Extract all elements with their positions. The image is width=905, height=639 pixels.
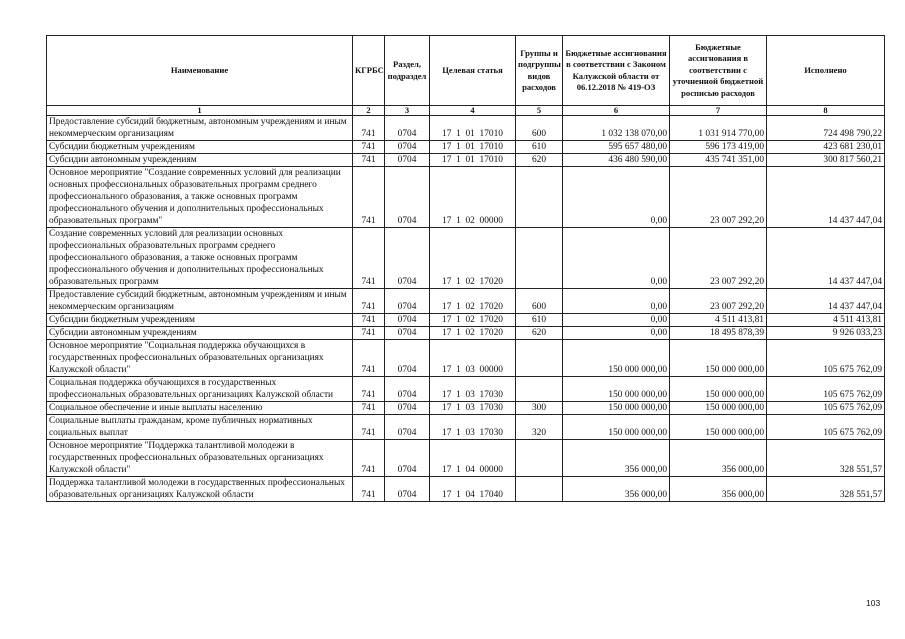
table-row [47, 228, 885, 289]
row-kgrbs-cell: 741 [353, 314, 385, 327]
row-section-cell: 0704 [385, 415, 430, 440]
row-name-cell: Субсидии автономным учреждениям [47, 154, 353, 167]
row-expense-group-cell: 300 [516, 402, 563, 415]
row-kgrbs-cell: 741 [353, 440, 385, 477]
row-kgrbs-cell: 741 [353, 402, 385, 415]
table-row [47, 289, 885, 314]
budget-table [46, 35, 885, 502]
row-section-cell: 0704 [385, 289, 430, 314]
row-kgrbs-cell: 741 [353, 477, 385, 502]
row-law-allocation-cell: 150 000 000,00 [563, 415, 670, 440]
row-section-cell: 0704 [385, 402, 430, 415]
col-number: 2 [353, 106, 385, 116]
row-executed-cell: 423 681 230,01 [767, 141, 885, 154]
row-target-article-cell: 17 1 02 17020 [430, 314, 516, 327]
row-target-article-cell: 17 1 01 17010 [430, 116, 516, 141]
row-law-allocation-cell: 436 480 590,00 [563, 154, 670, 167]
row-revised-allocation-cell: 596 173 419,00 [670, 141, 767, 154]
row-target-article-cell: 17 1 03 17030 [430, 377, 516, 402]
row-name-cell: Субсидии бюджетным учреждениям [47, 314, 353, 327]
row-law-allocation-cell: 1 032 138 070,00 [563, 116, 670, 141]
row-section-cell: 0704 [385, 154, 430, 167]
row-revised-allocation-cell: 150 000 000,00 [670, 377, 767, 402]
row-law-allocation-cell: 0,00 [563, 314, 670, 327]
row-name-cell: Социальные выплаты гражданам, кроме публичных нормативных социальных выплат [47, 415, 353, 440]
col-number: 8 [767, 106, 885, 116]
row-name-cell: Основное мероприятие "Поддержка талантливой молодежи в государственных профессиональных образовательных организациях Калужской области" [47, 440, 353, 477]
row-section-cell: 0704 [385, 440, 430, 477]
col-header-revised-allocations: Бюджетные ассигнования в соответствии с уточненной бюджетной росписью расходов [670, 36, 767, 106]
row-expense-group-cell: 620 [516, 154, 563, 167]
row-target-article-cell: 17 1 03 00000 [430, 340, 516, 377]
row-name-cell: Основное мероприятие "Социальная поддержка обучающихся в государственных профессиональных образовательных организациях Калужской области" [47, 340, 353, 377]
column-number-row [47, 106, 885, 116]
col-header-executed: Исполнено [767, 36, 885, 106]
row-revised-allocation-cell: 435 741 351,00 [670, 154, 767, 167]
row-executed-cell: 14 437 447,04 [767, 167, 885, 228]
row-kgrbs-cell: 741 [353, 167, 385, 228]
row-section-cell: 0704 [385, 167, 430, 228]
row-section-cell: 0704 [385, 477, 430, 502]
row-executed-cell: 328 551,57 [767, 440, 885, 477]
row-expense-group-cell: 600 [516, 116, 563, 141]
col-number: 1 [47, 106, 353, 116]
col-number: 5 [516, 106, 563, 116]
col-header-expense-groups: Группы и подгруппы видов расходов [516, 36, 563, 106]
row-expense-group-cell: 600 [516, 289, 563, 314]
row-kgrbs-cell: 741 [353, 327, 385, 340]
row-expense-group-cell [516, 167, 563, 228]
col-header-name: Наименование [47, 36, 353, 106]
row-executed-cell: 14 437 447,04 [767, 228, 885, 289]
row-target-article-cell: 17 1 04 17040 [430, 477, 516, 502]
row-name-cell: Поддержка талантливой молодежи в государственных профессиональных образовательных организациях Калужской области [47, 477, 353, 502]
row-section-cell: 0704 [385, 340, 430, 377]
row-executed-cell: 105 675 762,09 [767, 377, 885, 402]
row-target-article-cell: 17 1 01 17010 [430, 141, 516, 154]
row-revised-allocation-cell: 150 000 000,00 [670, 340, 767, 377]
header-row [47, 36, 885, 106]
table-row [47, 327, 885, 340]
row-name-cell: Социальное обеспечение и иные выплаты населению [47, 402, 353, 415]
row-law-allocation-cell: 150 000 000,00 [563, 402, 670, 415]
row-law-allocation-cell: 0,00 [563, 228, 670, 289]
row-expense-group-cell: 320 [516, 415, 563, 440]
row-target-article-cell: 17 1 03 17030 [430, 415, 516, 440]
table-row [47, 440, 885, 477]
col-header-kgrbs: КГРБС [353, 36, 385, 106]
col-number: 4 [430, 106, 516, 116]
row-revised-allocation-cell: 1 031 914 770,00 [670, 116, 767, 141]
row-kgrbs-cell: 741 [353, 377, 385, 402]
table-row [47, 340, 885, 377]
table-row [47, 116, 885, 141]
row-kgrbs-cell: 741 [353, 228, 385, 289]
row-name-cell: Предоставление субсидий бюджетным, автономным учреждениям и иным некоммерческим организациям [47, 289, 353, 314]
row-name-cell: Социальная поддержка обучающихся в государственных профессиональных образовательных организациях Калужской области [47, 377, 353, 402]
row-section-cell: 0704 [385, 377, 430, 402]
row-law-allocation-cell: 150 000 000,00 [563, 377, 670, 402]
row-section-cell: 0704 [385, 228, 430, 289]
row-revised-allocation-cell: 23 007 292,20 [670, 228, 767, 289]
row-executed-cell: 724 498 790,22 [767, 116, 885, 141]
row-name-cell: Создание современных условий для реализации основных профессиональных образовательных программ среднего профессионального образования, а также основных программ профессионального обучения и дополнительных профессиональных образовательных программ [47, 228, 353, 289]
table-row [47, 141, 885, 154]
row-target-article-cell: 17 1 04 00000 [430, 440, 516, 477]
row-revised-allocation-cell: 23 007 292,20 [670, 167, 767, 228]
table-row [47, 167, 885, 228]
row-name-cell: Предоставление субсидий бюджетным, автономным учреждениям и иным некоммерческим организациям [47, 116, 353, 141]
row-expense-group-cell [516, 377, 563, 402]
row-law-allocation-cell: 150 000 000,00 [563, 340, 670, 377]
row-target-article-cell: 17 1 02 17020 [430, 327, 516, 340]
row-executed-cell: 105 675 762,09 [767, 402, 885, 415]
row-kgrbs-cell: 741 [353, 340, 385, 377]
row-kgrbs-cell: 741 [353, 116, 385, 141]
row-revised-allocation-cell: 18 495 878,39 [670, 327, 767, 340]
table-row [47, 154, 885, 167]
row-section-cell: 0704 [385, 314, 430, 327]
row-expense-group-cell: 620 [516, 327, 563, 340]
row-revised-allocation-cell: 356 000,00 [670, 477, 767, 502]
row-name-cell: Основное мероприятие "Создание современных условий для реализации основных профессиональных образовательных программ среднего профессионального образования, а также основных программ профессионального обучения и дополнительных профессиональных образовательных программ" [47, 167, 353, 228]
row-target-article-cell: 17 1 03 17030 [430, 402, 516, 415]
row-executed-cell: 300 817 560,21 [767, 154, 885, 167]
col-header-law-allocations: Бюджетные ассигнования в соответствии с Законом Калужской области от 06.12.2018 № 419-ОЗ [563, 36, 670, 106]
row-law-allocation-cell: 0,00 [563, 289, 670, 314]
row-executed-cell: 9 926 033,23 [767, 327, 885, 340]
row-law-allocation-cell: 595 657 480,00 [563, 141, 670, 154]
row-expense-group-cell [516, 340, 563, 377]
page-number: 103 [866, 598, 881, 608]
row-law-allocation-cell: 0,00 [563, 327, 670, 340]
row-law-allocation-cell: 356 000,00 [563, 440, 670, 477]
row-kgrbs-cell: 741 [353, 289, 385, 314]
col-number: 3 [385, 106, 430, 116]
row-executed-cell: 14 437 447,04 [767, 289, 885, 314]
row-target-article-cell: 17 1 02 17020 [430, 289, 516, 314]
row-executed-cell: 328 551,57 [767, 477, 885, 502]
col-header-section: Раздел, подраздел [385, 36, 430, 106]
row-section-cell: 0704 [385, 116, 430, 141]
table-body [47, 116, 885, 502]
row-executed-cell: 105 675 762,09 [767, 340, 885, 377]
row-executed-cell: 4 511 413,81 [767, 314, 885, 327]
col-number: 7 [670, 106, 767, 116]
row-revised-allocation-cell: 150 000 000,00 [670, 402, 767, 415]
row-target-article-cell: 17 1 01 17010 [430, 154, 516, 167]
row-law-allocation-cell: 0,00 [563, 167, 670, 228]
row-name-cell: Субсидии автономным учреждениям [47, 327, 353, 340]
row-kgrbs-cell: 741 [353, 141, 385, 154]
row-executed-cell: 105 675 762,09 [767, 415, 885, 440]
row-section-cell: 0704 [385, 327, 430, 340]
row-kgrbs-cell: 741 [353, 154, 385, 167]
row-expense-group-cell [516, 228, 563, 289]
table-row [47, 415, 885, 440]
col-number: 6 [563, 106, 670, 116]
row-revised-allocation-cell: 150 000 000,00 [670, 415, 767, 440]
table-row [47, 402, 885, 415]
row-expense-group-cell [516, 477, 563, 502]
row-name-cell: Субсидии бюджетным учреждениям [47, 141, 353, 154]
row-law-allocation-cell: 356 000,00 [563, 477, 670, 502]
row-kgrbs-cell: 741 [353, 415, 385, 440]
table-row [47, 314, 885, 327]
row-expense-group-cell: 610 [516, 141, 563, 154]
row-expense-group-cell [516, 440, 563, 477]
row-expense-group-cell: 610 [516, 314, 563, 327]
table-row [47, 377, 885, 402]
row-revised-allocation-cell: 356 000,00 [670, 440, 767, 477]
col-header-target-article: Целевая статья [430, 36, 516, 106]
table-row [47, 477, 885, 502]
row-revised-allocation-cell: 4 511 413,81 [670, 314, 767, 327]
row-target-article-cell: 17 1 02 17020 [430, 228, 516, 289]
row-target-article-cell: 17 1 02 00000 [430, 167, 516, 228]
row-section-cell: 0704 [385, 141, 430, 154]
row-revised-allocation-cell: 23 007 292,20 [670, 289, 767, 314]
